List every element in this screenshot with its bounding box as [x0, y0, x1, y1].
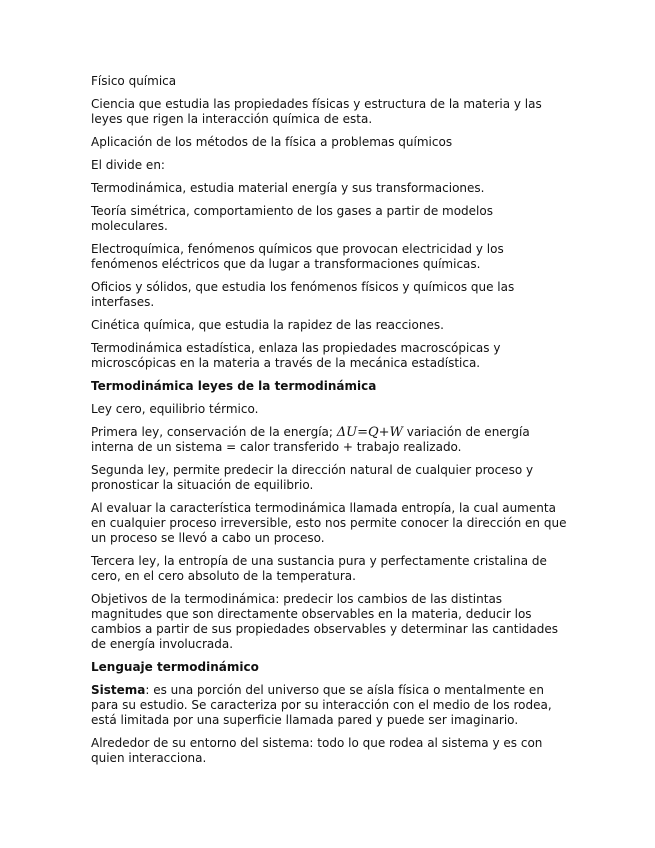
branch-paragraph: Termodinámica, estudia material energía y sus transformaciones. — [91, 181, 485, 195]
surroundings-paragraph: Alrededor de su entorno del sistema: todo lo que rodea al sistema y es con quien interacciona. — [91, 736, 543, 765]
third-law-paragraph: Tercera ley, la entropía de una sustancia pura y perfectamente cristalina de cero, en el cero absoluto de la temperatura. — [91, 554, 547, 583]
system-term: Sistema — [91, 683, 146, 697]
laws-heading: Termodinámica leyes de la termodinámica — [91, 379, 377, 393]
application-paragraph: Aplicación de los métodos de la física a problemas químicos — [91, 135, 453, 149]
branch-paragraph: Teoría simétrica, comportamiento de los gases a partir de modelos moleculares. — [91, 204, 493, 233]
divides-intro: El divide en: — [91, 158, 165, 172]
branch-paragraph: Oficios y sólidos, que estudia los fenómenos físicos y químicos que las interfases. — [91, 280, 515, 309]
branch-paragraph: Electroquímica, fenómenos químicos que provocan electricidad y los fenómenos eléctricos que da lugar a transformaciones químicas. — [91, 242, 504, 271]
first-law-text: Primera ley, conservación de la energía; — [91, 425, 337, 439]
entropy-paragraph: Al evaluar la característica termodinámica llamada entropía, la cual aumenta en cualquier proceso irreversible, esto nos permite conocer la dirección en que un proceso se llevó a cabo un proceso. — [91, 501, 567, 545]
first-law-text-cont: variación de energía interna de un sistema = calor transferido + trabajo realizado. — [91, 425, 530, 454]
language-heading: Lenguaje termodinámico — [91, 660, 259, 674]
document-page — [91, 74, 569, 774]
energy-formula: ΔU=Q+W — [336, 425, 403, 440]
second-law-paragraph: Segunda ley, permite predecir la dirección natural de cualquier proceso y pronosticar la situación de equilibrio. — [91, 463, 534, 492]
system-paragraph — [91, 683, 569, 728]
definition-paragraph: Ciencia que estudia las propiedades físicas y estructura de la materia y las leyes que rigen la interacción química de esta. — [91, 97, 542, 126]
branch-paragraph: Cinética química, que estudia la rapidez de las reacciones. — [91, 318, 444, 332]
system-text: : es una porción del universo que se aísla física o mentalmente en para su estudio. Se caracteriza por su interacción con el medio de los rodea, está limitada por una superficie llamada pared y puede ser imaginario. — [91, 683, 552, 727]
objectives-paragraph: Objetivos de la termodinámica: predecir los cambios de las distintas magnitudes que son directamente observables en la materia, deducir los cambios a partir de sus propiedades observables y determinar las cantidades de energía involucrada. — [91, 592, 559, 651]
law-zero-paragraph: Ley cero, equilibrio térmico. — [91, 402, 259, 416]
first-law-paragraph — [91, 425, 569, 455]
branch-paragraph: Termodinámica estadística, enlaza las propiedades macroscópicas y microscópicas en la materia a través de la mecánica estadística. — [91, 341, 501, 370]
document-title: Físico química — [91, 74, 177, 88]
